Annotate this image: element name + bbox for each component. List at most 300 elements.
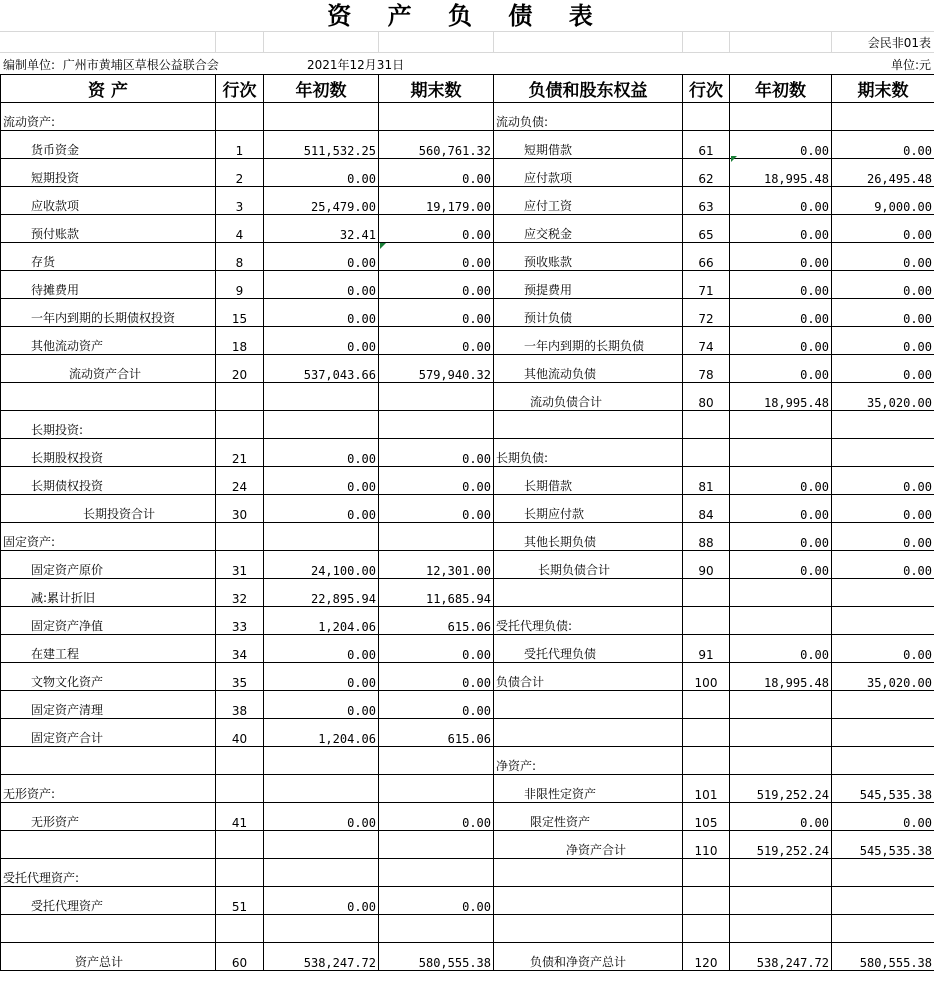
table-row <box>1 299 934 327</box>
liability-line-no: 84 <box>683 495 730 523</box>
table-row <box>1 635 934 663</box>
asset-end-value <box>379 411 494 439</box>
header-begin-2: 年初数 <box>730 75 832 103</box>
liability-label: 应交税金 <box>494 215 683 243</box>
liability-end-value: 0.00 <box>832 523 934 551</box>
asset-end-value <box>379 831 494 859</box>
asset-begin-value: 1,204.06 <box>264 719 379 747</box>
liability-begin-value: 0.00 <box>730 131 832 159</box>
liability-begin-value <box>730 411 832 439</box>
table-row <box>1 887 934 915</box>
liability-line-no: 81 <box>683 467 730 495</box>
liability-end-value <box>832 691 934 719</box>
grid-line <box>215 31 216 52</box>
asset-label <box>1 915 216 943</box>
asset-line-no: 15 <box>216 299 264 327</box>
liability-line-no: 63 <box>683 187 730 215</box>
liability-end-value: 545,535.38 <box>832 775 934 803</box>
table-body <box>1 103 934 971</box>
asset-label: 无形资产 <box>1 803 216 831</box>
table-row <box>1 103 934 131</box>
grid-line <box>378 31 379 52</box>
liability-begin-value: 519,252.24 <box>730 831 832 859</box>
liability-begin-value <box>730 579 832 607</box>
liability-end-value: 0.00 <box>832 215 934 243</box>
asset-begin-value: 25,479.00 <box>264 187 379 215</box>
liability-begin-value <box>730 691 832 719</box>
asset-label: 待摊费用 <box>1 271 216 299</box>
asset-label <box>1 747 216 775</box>
asset-end-value <box>379 523 494 551</box>
asset-label: 长期投资: <box>1 411 216 439</box>
liability-begin-value <box>730 859 832 887</box>
table-row <box>1 691 934 719</box>
table-row <box>1 831 934 859</box>
asset-end-value: 0.00 <box>379 803 494 831</box>
asset-line-no: 1 <box>216 131 264 159</box>
asset-line-no: 34 <box>216 635 264 663</box>
liability-begin-value <box>730 607 832 635</box>
liability-line-no: 74 <box>683 327 730 355</box>
asset-label <box>1 383 216 411</box>
liability-end-value <box>832 411 934 439</box>
liability-label: 预提费用 <box>494 271 683 299</box>
liability-begin-value: 0.00 <box>730 495 832 523</box>
liability-label: 负债合计 <box>494 663 683 691</box>
liability-end-value <box>832 859 934 887</box>
liability-line-no <box>683 103 730 131</box>
liability-line-no: 72 <box>683 299 730 327</box>
liability-end-value: 0.00 <box>832 803 934 831</box>
table-row <box>1 859 934 887</box>
liability-line-no: 91 <box>683 635 730 663</box>
asset-begin-value: 0.00 <box>264 691 379 719</box>
header-end-2: 期末数 <box>832 75 934 103</box>
grid-line <box>263 31 264 52</box>
liability-label: 预计负债 <box>494 299 683 327</box>
org-label: 编制单位: <box>3 58 56 72</box>
asset-end-value: 615.06 <box>379 719 494 747</box>
asset-line-no: 8 <box>216 243 264 271</box>
liability-line-no <box>683 859 730 887</box>
org-row <box>0 52 934 75</box>
liability-begin-value: 0.00 <box>730 215 832 243</box>
liability-begin-value: 519,252.24 <box>730 775 832 803</box>
asset-end-value: 0.00 <box>379 327 494 355</box>
asset-label: 货币资金 <box>1 131 216 159</box>
liability-line-no <box>683 747 730 775</box>
asset-label: 资产总计 <box>1 943 216 971</box>
asset-line-no <box>216 383 264 411</box>
liability-label: 负债和净资产总计 <box>494 943 683 971</box>
asset-line-no: 30 <box>216 495 264 523</box>
liability-label: 受托代理负债: <box>494 607 683 635</box>
table-row <box>1 187 934 215</box>
liability-end-value <box>832 915 934 943</box>
asset-end-value: 0.00 <box>379 887 494 915</box>
liability-label: 长期应付款 <box>494 495 683 523</box>
liability-begin-value: 0.00 <box>730 803 832 831</box>
table-row <box>1 943 934 971</box>
asset-line-no: 41 <box>216 803 264 831</box>
liability-line-no <box>683 719 730 747</box>
asset-label: 固定资产合计 <box>1 719 216 747</box>
asset-label: 固定资产净值 <box>1 607 216 635</box>
asset-end-value: 11,685.94 <box>379 579 494 607</box>
asset-begin-value <box>264 411 379 439</box>
liability-line-no <box>683 439 730 467</box>
table-row <box>1 607 934 635</box>
asset-end-value: 0.00 <box>379 159 494 187</box>
liability-begin-value: 0.00 <box>730 523 832 551</box>
asset-begin-value <box>264 831 379 859</box>
liability-label: 一年内到期的长期负债 <box>494 327 683 355</box>
liability-end-value <box>832 719 934 747</box>
liability-end-value: 0.00 <box>832 327 934 355</box>
table-row <box>1 327 934 355</box>
asset-line-no: 60 <box>216 943 264 971</box>
asset-begin-value: 0.00 <box>264 467 379 495</box>
table-row <box>1 411 934 439</box>
table-row <box>1 579 934 607</box>
asset-begin-value: 0.00 <box>264 663 379 691</box>
liability-end-value: 26,495.48 <box>832 159 934 187</box>
asset-begin-value: 0.00 <box>264 327 379 355</box>
asset-begin-value: 0.00 <box>264 887 379 915</box>
liability-label: 其他流动负债 <box>494 355 683 383</box>
table-row <box>1 439 934 467</box>
header-begin: 年初数 <box>264 75 379 103</box>
asset-line-no <box>216 747 264 775</box>
asset-begin-value <box>264 859 379 887</box>
asset-begin-value <box>264 747 379 775</box>
asset-line-no: 20 <box>216 355 264 383</box>
table-row <box>1 523 934 551</box>
liability-end-value <box>832 607 934 635</box>
asset-begin-value: 0.00 <box>264 495 379 523</box>
liability-end-value: 0.00 <box>832 551 934 579</box>
asset-label: 流动资产: <box>1 103 216 131</box>
liability-label: 流动负债: <box>494 103 683 131</box>
asset-label: 固定资产: <box>1 523 216 551</box>
asset-label <box>1 831 216 859</box>
liability-begin-value: 0.00 <box>730 635 832 663</box>
asset-end-value: 12,301.00 <box>379 551 494 579</box>
asset-begin-value: 32.41 <box>264 215 379 243</box>
liability-label: 长期借款 <box>494 467 683 495</box>
asset-begin-value <box>264 383 379 411</box>
liability-end-value: 0.00 <box>832 131 934 159</box>
liability-begin-value <box>730 439 832 467</box>
asset-end-value: 0.00 <box>379 663 494 691</box>
header-line: 行次 <box>216 75 264 103</box>
liability-begin-value: 18,995.48 <box>730 383 832 411</box>
asset-line-no: 33 <box>216 607 264 635</box>
asset-begin-value: 0.00 <box>264 439 379 467</box>
liability-line-no: 66 <box>683 243 730 271</box>
liability-line-no <box>683 887 730 915</box>
liability-label: 长期负债: <box>494 439 683 467</box>
asset-line-no: 38 <box>216 691 264 719</box>
asset-end-value: 0.00 <box>379 439 494 467</box>
asset-label: 在建工程 <box>1 635 216 663</box>
asset-begin-value <box>264 915 379 943</box>
asset-line-no: 35 <box>216 663 264 691</box>
liability-label: 短期借款 <box>494 131 683 159</box>
table-row <box>1 719 934 747</box>
asset-line-no: 2 <box>216 159 264 187</box>
header-end: 期末数 <box>379 75 494 103</box>
asset-begin-value: 24,100.00 <box>264 551 379 579</box>
asset-label: 受托代理资产: <box>1 859 216 887</box>
table-row <box>1 243 934 271</box>
table-row <box>1 355 934 383</box>
liability-line-no: 120 <box>683 943 730 971</box>
asset-label: 长期债权投资 <box>1 467 216 495</box>
asset-end-value: 0.00 <box>379 271 494 299</box>
table-row <box>1 383 934 411</box>
liability-line-no: 88 <box>683 523 730 551</box>
asset-line-no: 51 <box>216 887 264 915</box>
header-assets: 资 产 <box>1 75 216 103</box>
liability-begin-value <box>730 747 832 775</box>
liability-line-no <box>683 691 730 719</box>
asset-end-value: 0.00 <box>379 243 494 271</box>
asset-line-no <box>216 411 264 439</box>
table-row <box>1 271 934 299</box>
liability-end-value: 0.00 <box>832 635 934 663</box>
cell-comment-marker <box>731 156 737 162</box>
asset-end-value: 0.00 <box>379 691 494 719</box>
asset-end-value <box>379 103 494 131</box>
header-line-2: 行次 <box>683 75 730 103</box>
currency-unit: 单位:元 <box>890 58 931 72</box>
liability-label <box>494 411 683 439</box>
grid-line <box>493 31 494 52</box>
table-row <box>1 747 934 775</box>
table-row <box>1 159 934 187</box>
asset-end-value: 0.00 <box>379 215 494 243</box>
liability-label: 净资产: <box>494 747 683 775</box>
asset-line-no: 32 <box>216 579 264 607</box>
report-date: 2021年12月31日 <box>307 58 405 72</box>
liability-line-no: 62 <box>683 159 730 187</box>
asset-end-value <box>379 915 494 943</box>
asset-line-no <box>216 859 264 887</box>
header-grid-row <box>0 31 934 53</box>
table-row <box>1 551 934 579</box>
asset-line-no: 31 <box>216 551 264 579</box>
asset-end-value: 19,179.00 <box>379 187 494 215</box>
asset-label: 应收款项 <box>1 187 216 215</box>
liability-end-value <box>832 887 934 915</box>
asset-end-value: 579,940.32 <box>379 355 494 383</box>
asset-begin-value: 0.00 <box>264 299 379 327</box>
table-row <box>1 915 934 943</box>
asset-begin-value: 0.00 <box>264 243 379 271</box>
table-row <box>1 215 934 243</box>
asset-begin-value: 0.00 <box>264 803 379 831</box>
asset-line-no: 21 <box>216 439 264 467</box>
asset-label: 短期投资 <box>1 159 216 187</box>
asset-end-value: 0.00 <box>379 495 494 523</box>
liability-line-no: 71 <box>683 271 730 299</box>
asset-end-value: 560,761.32 <box>379 131 494 159</box>
asset-line-no <box>216 103 264 131</box>
asset-line-no: 9 <box>216 271 264 299</box>
liability-begin-value: 0.00 <box>730 271 832 299</box>
liability-end-value: 0.00 <box>832 243 934 271</box>
liability-label: 预收账款 <box>494 243 683 271</box>
asset-label: 文物文化资产 <box>1 663 216 691</box>
liability-line-no: 110 <box>683 831 730 859</box>
asset-line-no <box>216 831 264 859</box>
liability-begin-value: 0.00 <box>730 355 832 383</box>
liability-end-value: 9,000.00 <box>832 187 934 215</box>
asset-begin-value <box>264 523 379 551</box>
liability-end-value: 0.00 <box>832 495 934 523</box>
liability-label: 净资产合计 <box>494 831 683 859</box>
asset-label: 其他流动资产 <box>1 327 216 355</box>
asset-begin-value <box>264 775 379 803</box>
asset-end-value: 615.06 <box>379 607 494 635</box>
liability-begin-value: 18,995.48 <box>730 663 832 691</box>
asset-line-no: 18 <box>216 327 264 355</box>
liability-begin-value: 0.00 <box>730 299 832 327</box>
liability-line-no <box>683 915 730 943</box>
asset-line-no <box>216 523 264 551</box>
liability-end-value: 35,020.00 <box>832 383 934 411</box>
asset-label: 长期投资合计 <box>1 495 216 523</box>
asset-line-no: 3 <box>216 187 264 215</box>
grid-line <box>682 31 683 52</box>
liability-label <box>494 915 683 943</box>
liability-label: 流动负债合计 <box>494 383 683 411</box>
liability-label: 长期负债合计 <box>494 551 683 579</box>
liability-line-no: 65 <box>683 215 730 243</box>
asset-end-value <box>379 859 494 887</box>
liability-begin-value: 538,247.72 <box>730 943 832 971</box>
table-row <box>1 663 934 691</box>
asset-label: 固定资产原价 <box>1 551 216 579</box>
asset-line-no: 40 <box>216 719 264 747</box>
sheet-title: 资 产 负 债 表 <box>327 1 607 30</box>
liability-end-value: 0.00 <box>832 299 934 327</box>
table-row <box>1 775 934 803</box>
liability-begin-value <box>730 887 832 915</box>
table-row <box>1 131 934 159</box>
asset-begin-value: 22,895.94 <box>264 579 379 607</box>
liability-line-no: 80 <box>683 383 730 411</box>
liability-end-value: 35,020.00 <box>832 663 934 691</box>
liability-end-value: 0.00 <box>832 467 934 495</box>
asset-begin-value: 538,247.72 <box>264 943 379 971</box>
liability-begin-value <box>730 915 832 943</box>
liability-line-no: 105 <box>683 803 730 831</box>
liability-label <box>494 887 683 915</box>
asset-label: 一年内到期的长期债权投资 <box>1 299 216 327</box>
asset-label: 减:累计折旧 <box>1 579 216 607</box>
liability-end-value: 580,555.38 <box>832 943 934 971</box>
liability-label: 应付款项 <box>494 159 683 187</box>
liability-begin-value: 0.00 <box>730 187 832 215</box>
asset-begin-value: 0.00 <box>264 635 379 663</box>
asset-end-value <box>379 383 494 411</box>
grid-line <box>729 31 730 52</box>
liability-begin-value: 0.00 <box>730 551 832 579</box>
asset-label: 预付账款 <box>1 215 216 243</box>
asset-end-value: 0.00 <box>379 635 494 663</box>
asset-end-value: 580,555.38 <box>379 943 494 971</box>
asset-end-value: 0.00 <box>379 467 494 495</box>
liability-begin-value: 18,995.48 <box>730 159 832 187</box>
liability-end-value <box>832 439 934 467</box>
liability-line-no: 101 <box>683 775 730 803</box>
asset-line-no <box>216 915 264 943</box>
liability-begin-value <box>730 103 832 131</box>
asset-begin-value: 1,204.06 <box>264 607 379 635</box>
liability-begin-value: 0.00 <box>730 243 832 271</box>
grid-line <box>831 31 832 52</box>
asset-line-no: 24 <box>216 467 264 495</box>
header-liabilities: 负债和股东权益 <box>494 75 683 103</box>
liability-end-value <box>832 103 934 131</box>
liability-label: 非限性定资产 <box>494 775 683 803</box>
asset-end-value <box>379 747 494 775</box>
liability-end-value: 0.00 <box>832 355 934 383</box>
asset-line-no <box>216 775 264 803</box>
liability-line-no <box>683 607 730 635</box>
liability-label: 其他长期负债 <box>494 523 683 551</box>
asset-label: 长期股权投资 <box>1 439 216 467</box>
asset-begin-value: 511,532.25 <box>264 131 379 159</box>
liability-label <box>494 691 683 719</box>
asset-end-value <box>379 775 494 803</box>
liability-label: 应付工资 <box>494 187 683 215</box>
table-row <box>1 803 934 831</box>
liability-end-value <box>832 747 934 775</box>
liability-end-value <box>832 579 934 607</box>
liability-line-no: 90 <box>683 551 730 579</box>
balance-table <box>0 74 934 971</box>
asset-label: 流动资产合计 <box>1 355 216 383</box>
cell-comment-marker <box>380 243 386 249</box>
liability-begin-value: 0.00 <box>730 327 832 355</box>
asset-begin-value: 537,043.66 <box>264 355 379 383</box>
table-row <box>1 495 934 523</box>
asset-label: 固定资产清理 <box>1 691 216 719</box>
liability-label <box>494 719 683 747</box>
table-header-row <box>1 75 934 103</box>
liability-begin-value <box>730 719 832 747</box>
form-number: 会民非01表 <box>867 36 931 50</box>
liability-line-no <box>683 411 730 439</box>
asset-begin-value: 0.00 <box>264 159 379 187</box>
liability-line-no: 61 <box>683 131 730 159</box>
liability-end-value: 0.00 <box>832 271 934 299</box>
asset-label: 无形资产: <box>1 775 216 803</box>
liability-begin-value: 0.00 <box>730 467 832 495</box>
liability-line-no <box>683 579 730 607</box>
asset-begin-value: 0.00 <box>264 271 379 299</box>
asset-begin-value <box>264 103 379 131</box>
asset-label: 存货 <box>1 243 216 271</box>
liability-label: 受托代理负债 <box>494 635 683 663</box>
liability-label <box>494 859 683 887</box>
liability-line-no: 100 <box>683 663 730 691</box>
liability-end-value: 545,535.38 <box>832 831 934 859</box>
liability-label <box>494 579 683 607</box>
